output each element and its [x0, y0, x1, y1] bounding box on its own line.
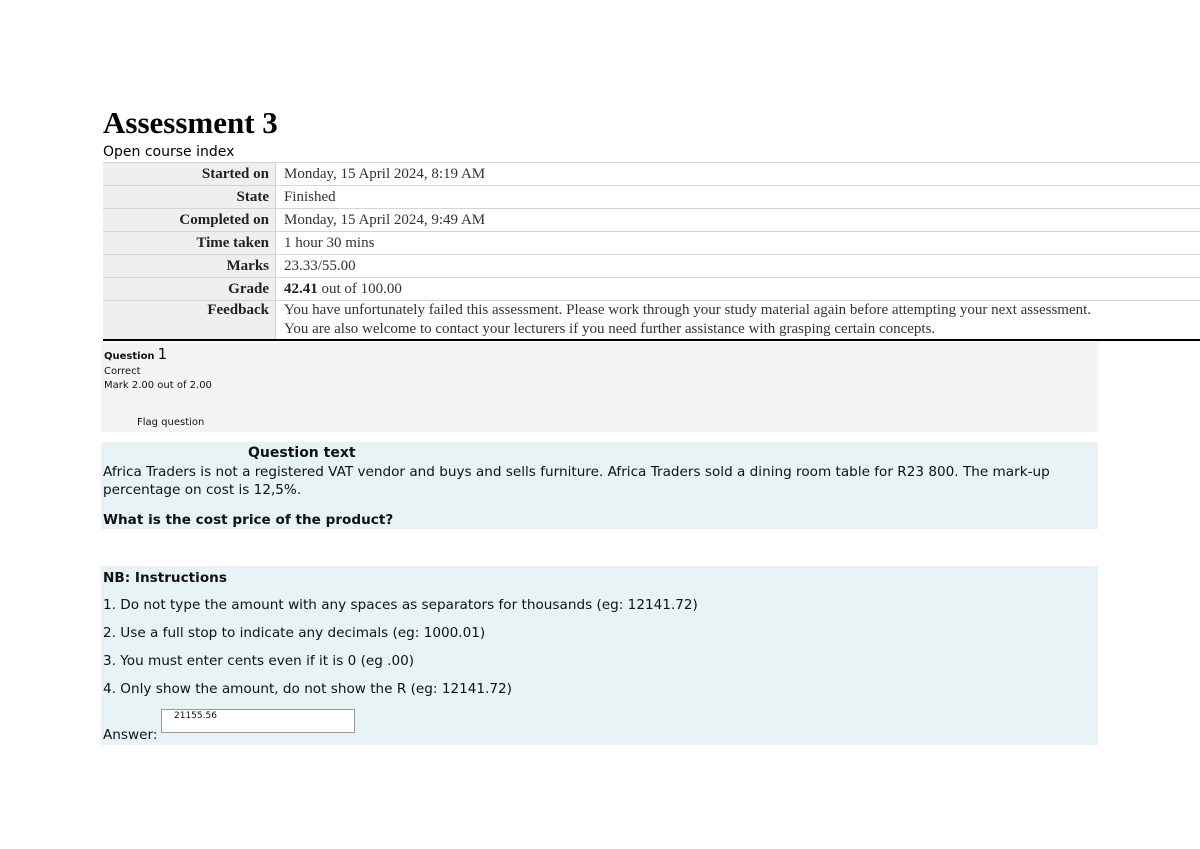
- summary-label: Grade: [103, 278, 276, 301]
- instruction-item: 1. Do not type the amount with any spaces as separators for thousands (eg: 12141.72): [103, 597, 698, 613]
- instructions-panel: [101, 566, 1098, 745]
- instruction-item: 3. You must enter cents even if it is 0 (eg .00): [103, 653, 415, 669]
- summary-value: 1 hour 30 mins: [276, 232, 1200, 255]
- summary-label: Feedback: [103, 301, 276, 341]
- instruction-item: 4. Only show the amount, do not show the R (eg: 12141.72): [103, 681, 512, 697]
- question-mark: Mark 2.00 out of 2.00: [104, 380, 212, 391]
- grade-value: 42.41: [284, 281, 318, 297]
- summary-label: State: [103, 186, 276, 209]
- summary-row-grade: [103, 278, 1200, 301]
- question-info-panel: [101, 342, 1098, 432]
- feedback-line: You have unfortunately failed this assessment. Please work through your study material again before attempting your next assessment.: [284, 302, 1092, 318]
- summary-label: Completed on: [103, 209, 276, 232]
- summary-row-time-taken: [103, 232, 1200, 255]
- question-label: Question: [104, 351, 155, 362]
- summary-value: Monday, 15 April 2024, 9:49 AM: [276, 209, 1200, 232]
- question-text-heading: Question text: [248, 445, 356, 461]
- summary-value: [276, 278, 1200, 301]
- question-state: Correct: [104, 366, 141, 377]
- question-number-value: 1: [157, 345, 168, 363]
- summary-row-completed-on: [103, 209, 1200, 232]
- grade-out-of: out of 100.00: [317, 281, 402, 297]
- question-text: Africa Traders is not a registered VAT vendor and buys and sells furniture. Africa Traders sold a dining room table for R23 800. The mark-up percentage on cost is 12,5%.: [103, 464, 1050, 498]
- summary-value: Finished: [276, 186, 1200, 209]
- summary-label: Started on: [103, 163, 276, 186]
- page-title: Assessment 3: [103, 105, 278, 140]
- summary-label: Marks: [103, 255, 276, 278]
- summary-row-state: [103, 186, 1200, 209]
- answer-input[interactable]: [161, 709, 355, 733]
- summary-row-started-on: [103, 163, 1200, 186]
- summary-row-marks: [103, 255, 1200, 278]
- summary-value: Monday, 15 April 2024, 8:19 AM: [276, 163, 1200, 186]
- attempt-summary-table: [103, 162, 1200, 341]
- question-text-panel: [101, 442, 1098, 529]
- instructions-title: NB: Instructions: [103, 570, 227, 586]
- feedback-line: You are also welcome to contact your lecturers if you need further assistance with grasping certain concepts.: [284, 321, 936, 337]
- summary-value: [276, 301, 1200, 341]
- open-course-index-link[interactable]: Open course index: [103, 144, 235, 160]
- flag-question-link[interactable]: Flag question: [137, 417, 205, 428]
- question-prompt: What is the cost price of the product?: [103, 512, 394, 528]
- answer-label: Answer:: [103, 727, 158, 743]
- summary-value: 23.33/55.00: [276, 255, 1200, 278]
- instruction-item: 2. Use a full stop to indicate any decimals (eg: 1000.01): [103, 625, 486, 641]
- summary-row-feedback: [103, 301, 1200, 341]
- question-number: [104, 345, 167, 363]
- summary-label: Time taken: [103, 232, 276, 255]
